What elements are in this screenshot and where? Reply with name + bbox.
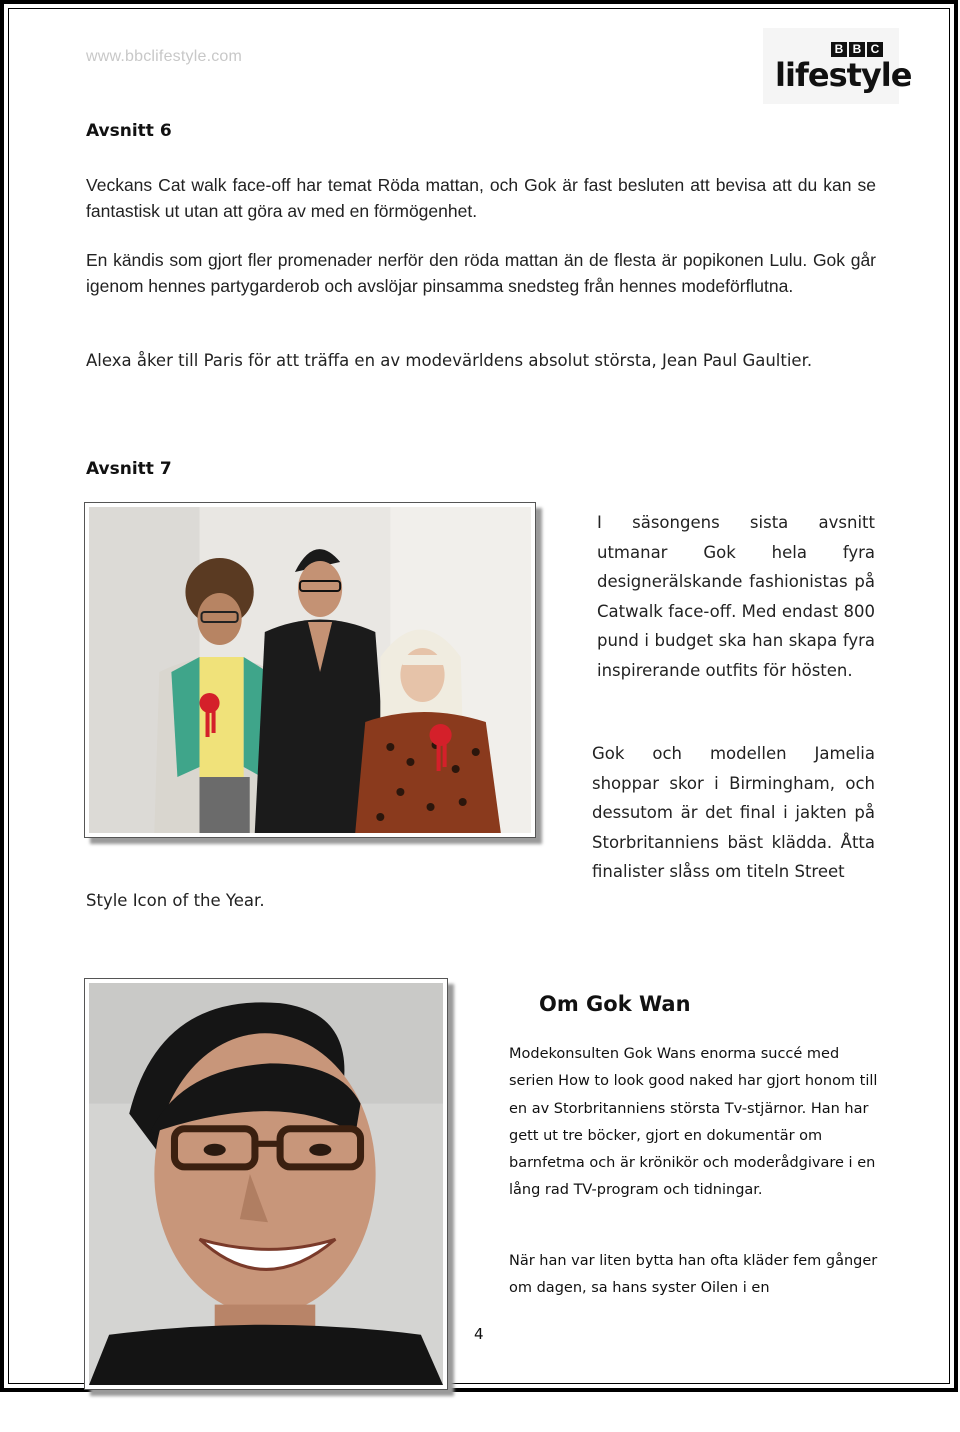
portrait-illustration	[89, 983, 443, 1385]
bbc-letter: B	[831, 42, 847, 57]
bbc-letter: C	[867, 42, 883, 57]
site-url: www.bbclifestyle.com	[86, 48, 243, 65]
episode6-paragraph-3: Alexa åker till Paris för att träffa en av modevärldens absolut största, Jean Paul Gaultier.	[86, 351, 813, 370]
about-paragraph-1: Modekonsulten Gok Wans enorma succé med serien How to look good naked har gjort honom till en av Storbritanniens största Tv-stjärnor. Han har gett ut tre böcker, gjort en dokumentär om barnfetma och är krönikör och moderådgivare i en lång rad TV-program och tidningar.	[509, 1046, 878, 1199]
bbc-letter: B	[849, 42, 865, 57]
episode7-heading: Avsnitt 7	[86, 459, 172, 479]
catwalk-group-photo	[84, 502, 536, 838]
episode6-paragraph-1: Veckans Cat walk face-off har temat Röda mattan, och Gok är fast besluten att bevisa att du kan se fantastisk ut utan att göra av med en förmögenhet.	[86, 175, 876, 221]
bbc-blocks	[831, 42, 883, 57]
about-title: Om Gok Wan	[539, 992, 691, 1016]
episode6-paragraph-2: En kändis som gjort fler promenader nerför den röda mattan än de flesta är popikonen Lulu. Gok går igenom hennes partygarderob och avslöjar pinsamma snedsteg från hennes modeförflutna.	[86, 250, 876, 296]
episode6-heading: Avsnitt 6	[86, 121, 172, 141]
logo-wordmark: lifestyle	[775, 56, 912, 94]
episode7-side-paragraph-2: Gok och modellen Jamelia shoppar skor i Birmingham, och dessutom är det final i jakten på Storbritanniens bäst klädda. Åtta finalister slåss om titeln Street	[592, 744, 875, 881]
episode7-continuation: Style Icon of the Year.	[86, 891, 265, 910]
episode7-side-paragraph-1: I säsongens sista avsnitt utmanar Gok hela fyra designerälskande fashionistas på Catwalk face-off. Med endast 800 pund i budget ska han skapa fyra inspirerande outfits för hösten.	[597, 513, 875, 680]
page-number: 4	[474, 1325, 484, 1343]
bbc-lifestyle-logo	[763, 28, 912, 104]
gok-wan-portrait	[84, 978, 448, 1390]
about-paragraph-2: När han var liten bytta han ofta kläder fem gånger om dagen, sa hans syster Oilen i en	[509, 1253, 878, 1297]
group-photo-illustration	[89, 507, 531, 833]
